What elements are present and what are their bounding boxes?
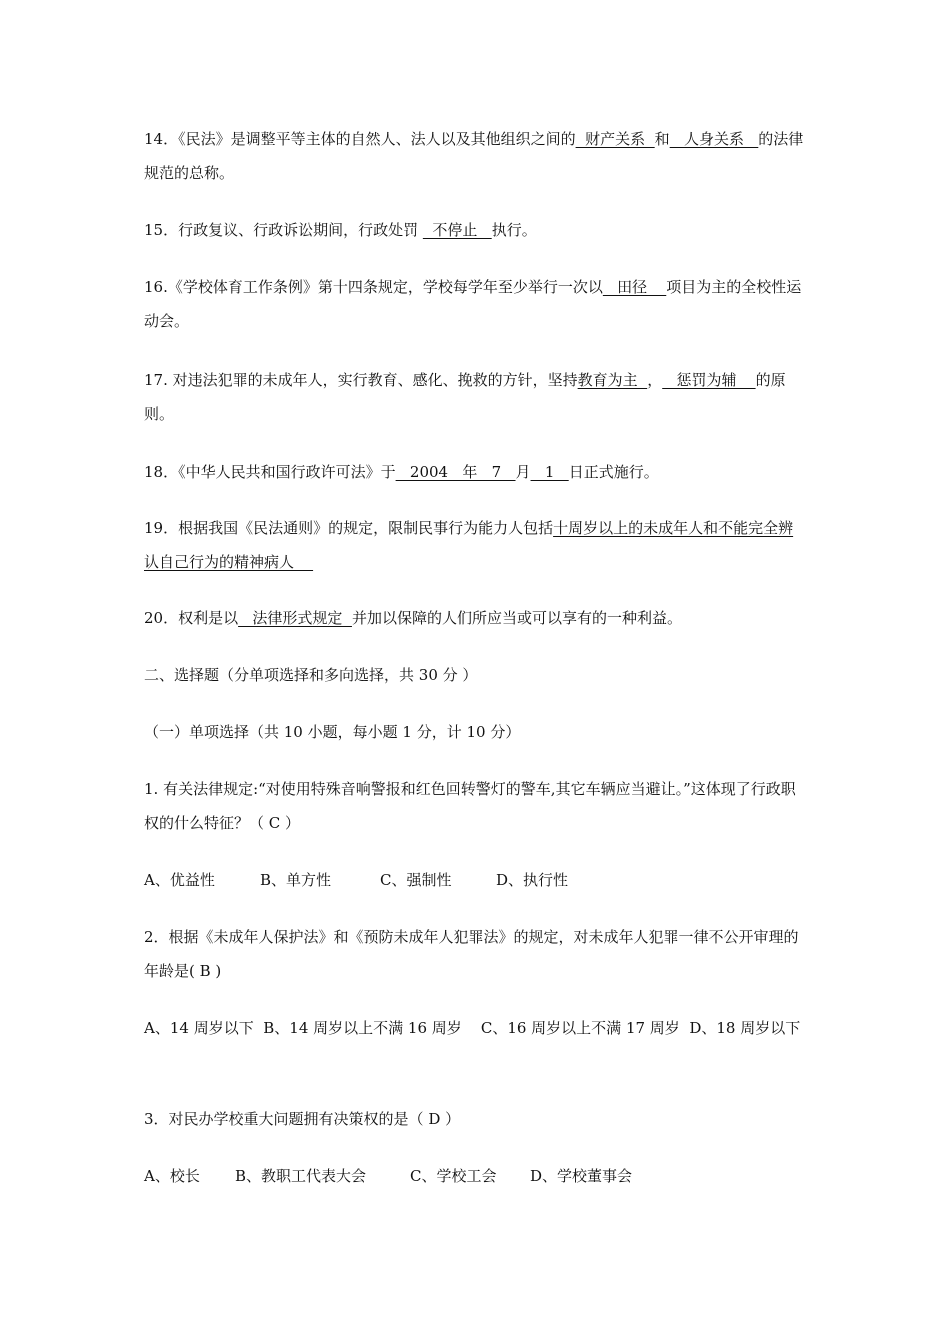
question-15 — [144, 213, 808, 247]
q17-answer-2: 惩罚为辅 — [662, 371, 756, 389]
q15-text-end: 执行。 — [491, 221, 537, 239]
q20-text-end: 并加以保障的人们所应当或可以享有的一种利益。 — [351, 609, 682, 627]
mc3-option-d: D、学校董事会 — [530, 1167, 633, 1185]
q16-text-end: 项目为主的全校性运动会。 — [144, 278, 802, 330]
q18-text: 18．《中华人民共和国行政许可法》于 — [144, 463, 396, 481]
question-17 — [144, 363, 808, 431]
subsection-heading-single-choice: （一）单项选择（共 10 小题，每小题 1 分，计 10 分） — [144, 723, 521, 741]
mc3-option-c: C、学校工会 — [410, 1167, 497, 1185]
mc-options-2 — [144, 1011, 808, 1045]
question-20 — [144, 601, 808, 635]
mc-question-3: 3．对民办学校重大问题拥有决策权的是（ D ） — [144, 1110, 461, 1128]
mc1-option-d: D、执行性 — [496, 871, 569, 889]
q18-month-label: 月 — [515, 463, 531, 481]
mc-options-1 — [144, 863, 808, 897]
mc-question-2: 2．根据《未成年人保护法》和《预防未成年人犯罪法》的规定，对未成年人犯罪一律不公开审理的年龄是( B ) — [144, 928, 799, 980]
mc3-option-a: A、校长 — [144, 1167, 200, 1185]
q18-answer-year-month: 2004 年 7 — [395, 463, 516, 481]
q18-answer-day: 1 — [530, 463, 569, 481]
q18-text-end: 日正式施行。 — [568, 463, 659, 481]
q17-answer-1: 教育为主 — [577, 371, 648, 389]
mc2-option-d: D、18 周岁以下 — [689, 1019, 801, 1037]
q14-answer-2: 人身关系 — [669, 130, 759, 148]
q20-answer: 法律形式规定 — [238, 609, 352, 627]
question-18 — [144, 455, 808, 489]
q16-text: 16.《学校体育工作条例》第十四条规定，学校每学年至少举行一次以 — [144, 278, 603, 296]
q17-text: 17. 对违法犯罪的未成年人，实行教育、感化、挽救的方针，坚持 — [144, 371, 578, 389]
q19-answer: 十周岁以上的未成年人和不能完全辨认自己行为的精神病人 — [144, 519, 794, 571]
q15-answer: 不停止 — [422, 221, 492, 239]
q16-answer: 田径 — [602, 278, 667, 296]
mc-options-3 — [144, 1159, 808, 1193]
mc3-option-b: B、教职工代表大会 — [235, 1167, 367, 1185]
mc-question-1: 1. 有关法律规定:“对使用特殊音响警报和红色回转警灯的警车,其它车辆应当避让。”这体现了行政职权的什么特征？（ C ） — [144, 780, 796, 832]
mc1-option-b: B、单方性 — [260, 871, 332, 889]
mc1-option-c: C、强制性 — [380, 871, 452, 889]
mc2-option-b: B、14 周岁以上不满 16 周岁 — [263, 1019, 462, 1037]
mc1-option-a: A、优益性 — [144, 871, 215, 889]
q14-connector: 和 — [654, 130, 670, 148]
q14-text-end: 的法律规范的总称。 — [144, 130, 804, 182]
mc2-option-a: A、14 周岁以下 — [144, 1019, 254, 1037]
mc2-option-c: C、16 周岁以上不满 17 周岁 — [480, 1019, 680, 1037]
q20-text: 20．权利是以 — [144, 609, 239, 627]
question-16 — [144, 270, 808, 338]
q14-text: 14．《民法》是调整平等主体的自然人、法人以及其他组织之间的 — [144, 130, 576, 148]
q17-connector: ， — [647, 371, 663, 389]
question-19 — [144, 511, 808, 579]
section-heading-choice: 二、选择题（分单项选择和多向选择，共 30 分 ） — [144, 666, 478, 684]
q15-text: 15．行政复议、行政诉讼期间，行政处罚 — [144, 221, 423, 239]
q17-text-end: 的原则。 — [144, 371, 786, 423]
q19-text: 19．根据我国《民法通则》的规定，限制民事行为能力人包括 — [144, 519, 554, 537]
question-14 — [144, 122, 808, 190]
q14-answer-1: 财产关系 — [575, 130, 655, 148]
